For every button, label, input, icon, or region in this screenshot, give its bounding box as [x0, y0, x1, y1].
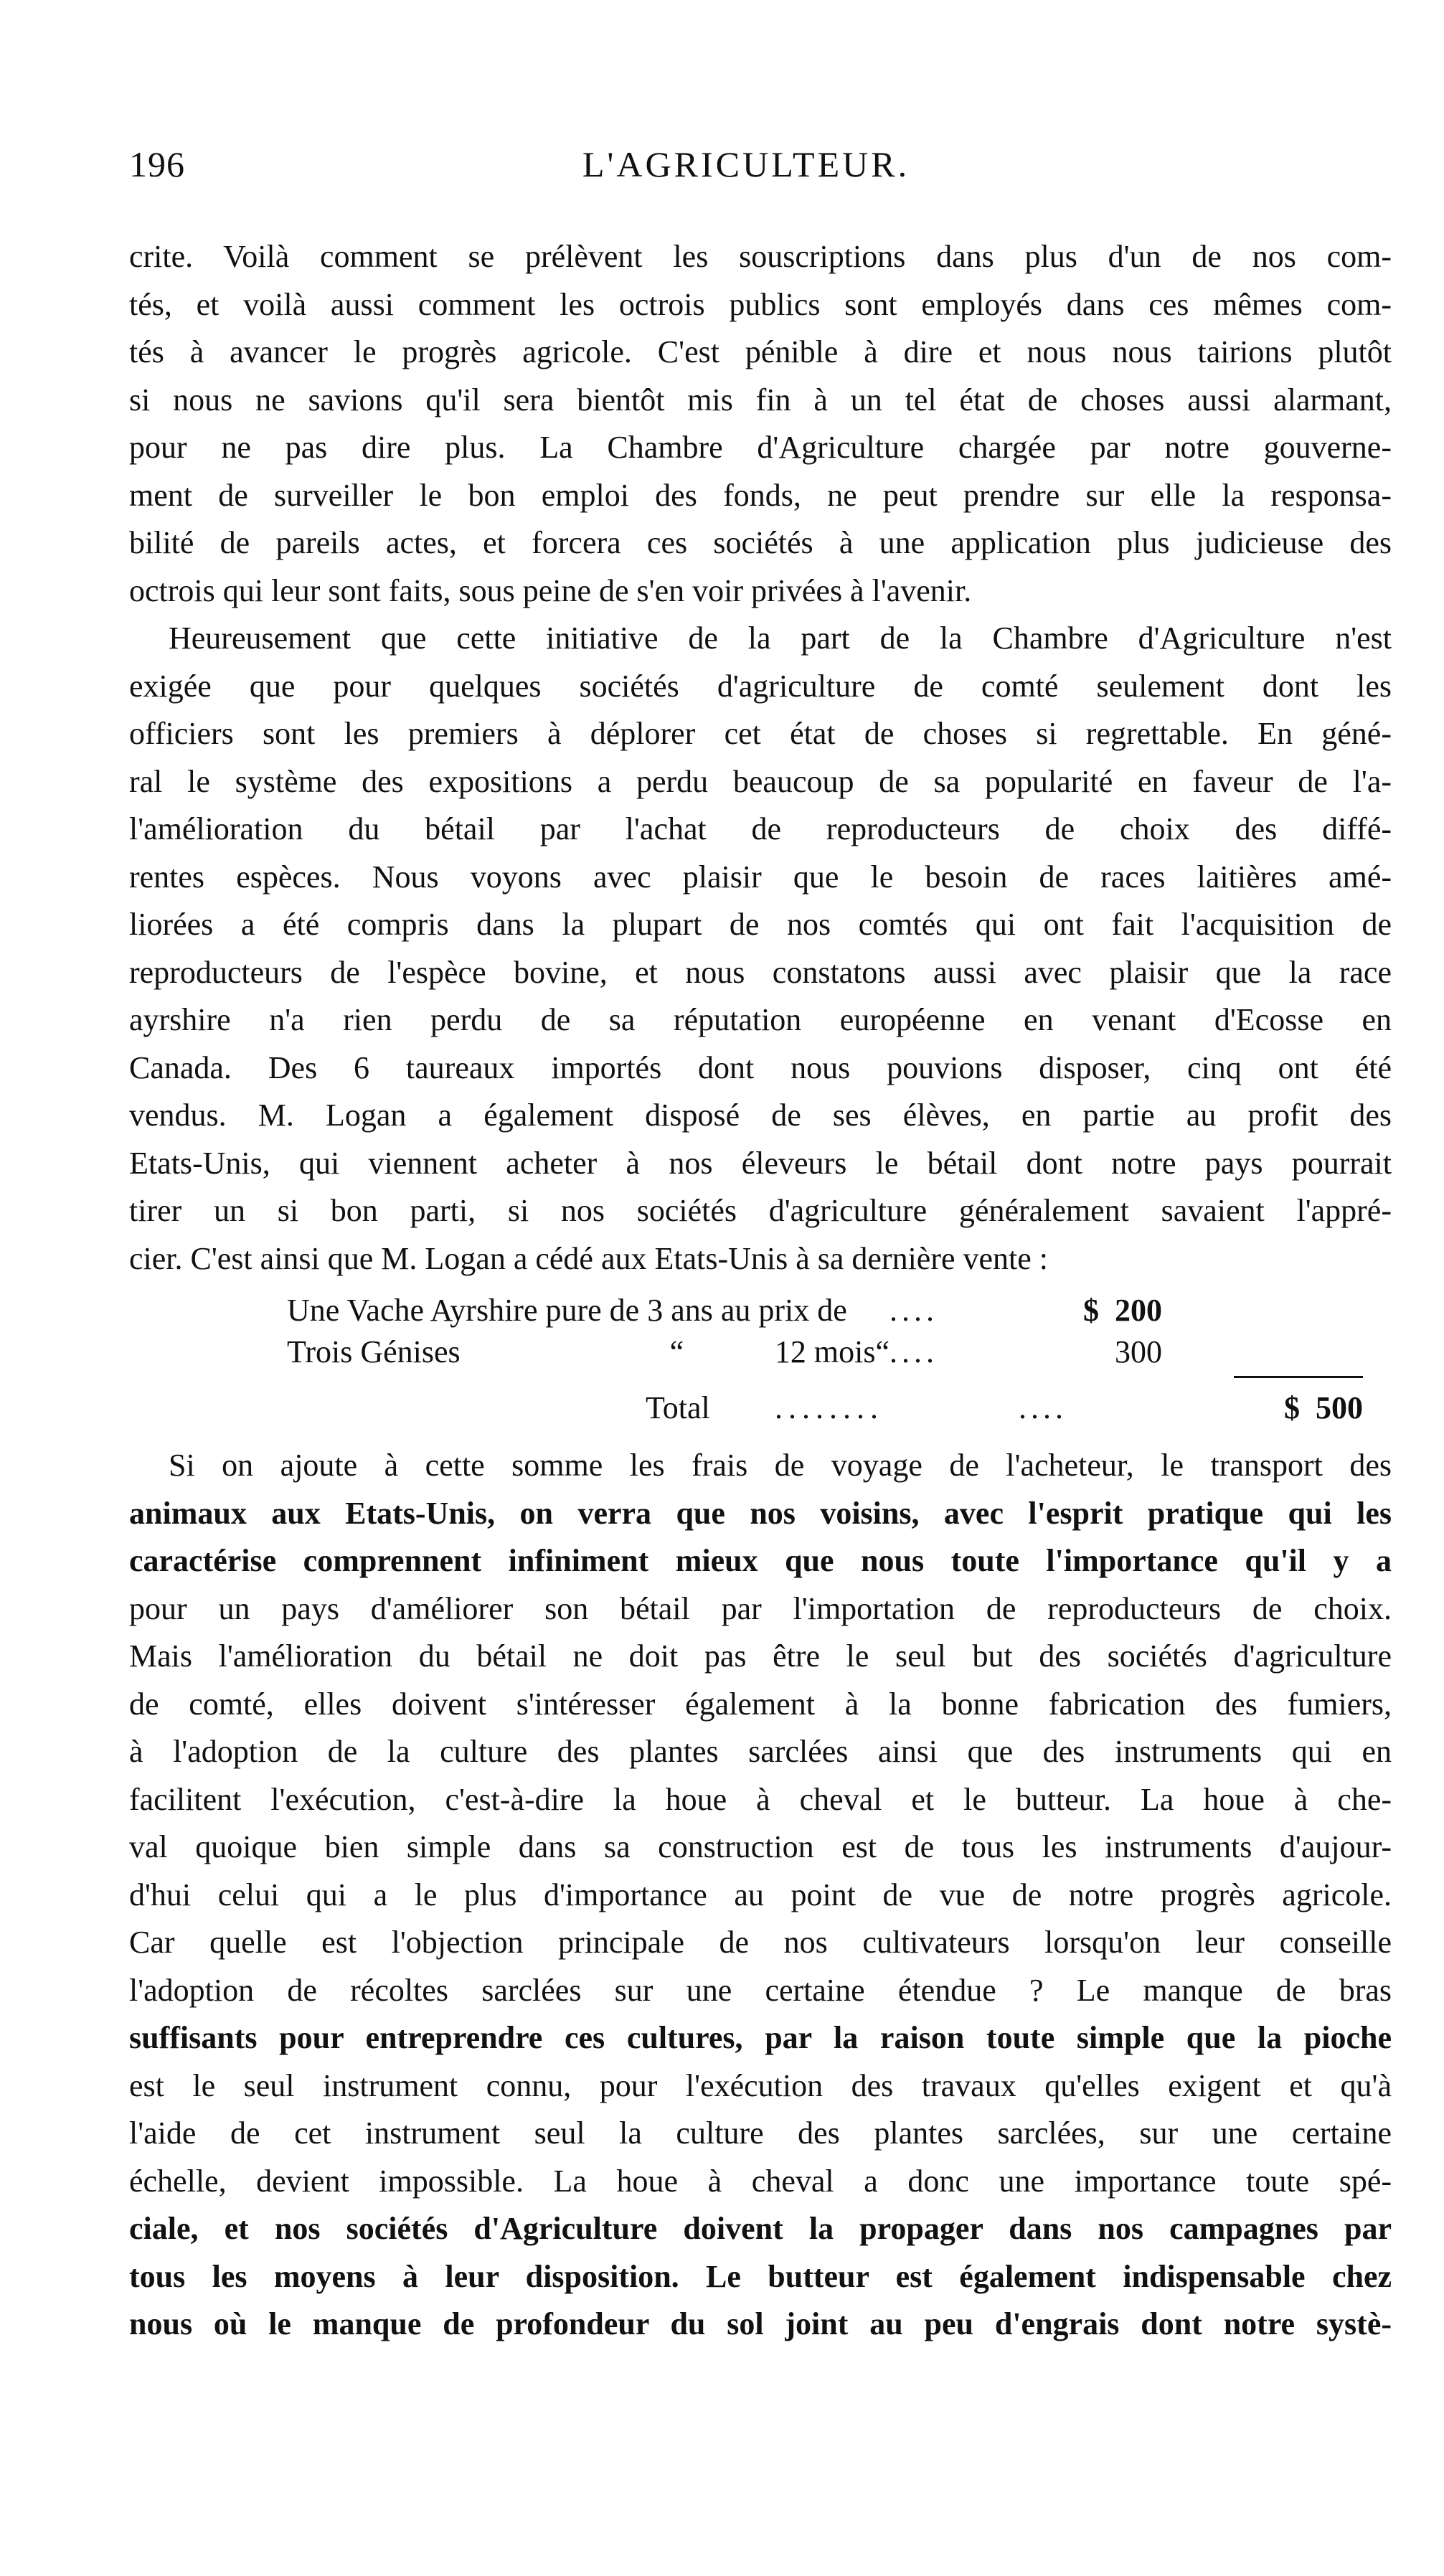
text-line: octrois qui leur sont faits, sous peine de s'en voir privées à l'avenir. — [129, 572, 972, 608]
text-line: animaux aux Etats-Unis, on verra que nos voisins, avec l'esprit pratique qui les — [129, 1495, 1392, 1531]
text-line: Si on ajoute à cette somme les frais de voyage de l'acheteur, le transport des — [169, 1448, 1392, 1483]
text-line: officiers sont les premiers à déplorer cet état de choses si regrettable. En géné- — [129, 716, 1392, 751]
amount-value: 300 — [1115, 1334, 1162, 1369]
text-line: Heureusement que cette initiative de la part de la Chambre d'Agriculture n'est — [169, 621, 1392, 656]
text-line: reproducteurs de l'espèce bovine, et nous constatons aussi avec plaisir que la race — [129, 954, 1392, 990]
text-line: de comté, elles doivent s'intéresser également à la bonne fabrication des fumiers, — [129, 1686, 1392, 1722]
ditto-mark: “ — [875, 1334, 889, 1369]
total-label: Total — [646, 1390, 710, 1425]
leader-dots: ........ — [775, 1390, 884, 1425]
text-line: Mais l'amélioration du bétail ne doit pas être le seul but des sociétés d'agriculture — [129, 1638, 1392, 1674]
text-line: nous où le manque de profondeur du sol joint au peu d'engrais dont notre systè- — [129, 2306, 1392, 2341]
text-line: ment de surveiller le bon emploi des fonds, ne peut prendre sur elle la responsa- — [129, 477, 1392, 513]
paragraph-1 — [129, 233, 1392, 615]
text-line: à l'adoption de la culture des plantes sarclées ainsi que des instruments qui en — [129, 1734, 1392, 1769]
text-line: val quoique bien simple dans sa construction est de tous les instruments d'aujour- — [129, 1829, 1392, 1864]
sale-table — [129, 1287, 1392, 1435]
text-line: d'hui celui qui a le plus d'importance au point de vue de notre progrès agricole. — [129, 1877, 1392, 1912]
text-line: tés à avancer le progrès agricole. C'est pénible à dire et nous nous tairions plutôt — [129, 334, 1392, 369]
page-header — [129, 143, 1363, 201]
text-line: ral le système des expositions a perdu beaucoup de sa popularité en faveur de l'a- — [129, 763, 1392, 799]
row-age: 12 mois — [774, 1334, 876, 1369]
row-amount — [1019, 1287, 1162, 1335]
text-line: Car quelle est l'objection principale de nos cultivateurs lorsqu'on leur conseille — [129, 1925, 1392, 1960]
text-line: tous les moyens à leur disposition. Le butteur est également indispensable chez — [129, 2258, 1392, 2294]
running-head: L'AGRICULTEUR. — [582, 144, 910, 184]
text-line: vendus. M. Logan a également disposé de ses élèves, en partie au profit des — [129, 1098, 1392, 1133]
text-line: ciale, et nos sociétés d'Agriculture doivent la propager dans nos campagnes par — [129, 2211, 1392, 2246]
sum-rule — [129, 1370, 1392, 1384]
row-description: Une Vache Ayrshire pure de 3 ans au prix de — [287, 1293, 847, 1328]
leader-dots: .... — [889, 1293, 938, 1328]
table-row — [129, 1287, 1392, 1329]
currency-symbol: $ — [1083, 1293, 1099, 1328]
text-line: rentes espèces. Nous voyons avec plaisir que le besoin de races laitières amé- — [129, 859, 1392, 895]
row-description: Trois Génises — [287, 1334, 461, 1369]
text-line: suffisants pour entreprendre ces cultures, par la raison toute simple que la pioche — [129, 2020, 1392, 2055]
text-line: l'aide de cet instrument seul la culture des plantes sarclées, sur une certaine — [129, 2115, 1392, 2151]
text-line: l'amélioration du bétail par l'achat de reproducteurs de choix des diffé- — [129, 811, 1392, 846]
text-line: exigée que pour quelques sociétés d'agriculture de comté seulement dont les — [129, 668, 1392, 704]
text-line: Canada. Des 6 taureaux importés dont nous pouvions disposer, cinq ont été — [129, 1049, 1392, 1085]
total-amount — [1112, 1384, 1363, 1433]
amount-value: 500 — [1316, 1390, 1363, 1425]
amount-value: 200 — [1115, 1293, 1162, 1328]
text-line: si nous ne savions qu'il sera bientôt mis fin à un tel état de choses aussi alarmant, — [129, 382, 1392, 417]
paragraph-2 — [129, 615, 1392, 1283]
text-line: tés, et voilà aussi comment les octrois publics sont employés dans ces mêmes com- — [129, 286, 1392, 322]
leader-dots: .... — [1019, 1390, 1067, 1425]
table-row — [129, 1329, 1392, 1370]
text-line: bilité de pareils actes, et forcera ces sociétés à une application plus judicieuse des — [129, 525, 1392, 560]
page-number: 196 — [129, 144, 185, 184]
text-line: pour ne pas dire plus. La Chambre d'Agriculture chargée par notre gouverne- — [129, 430, 1392, 465]
total-row — [129, 1384, 1392, 1435]
text-line: facilitent l'exécution, c'est-à-dire la houe à cheval et le butteur. La houe à che- — [129, 1781, 1392, 1817]
text-line: échelle, devient impossible. La houe à cheval a donc une importance toute spé- — [129, 2163, 1392, 2199]
text-line: est le seul instrument connu, pour l'exécution des travaux qu'elles exigent et qu'à — [129, 2067, 1392, 2103]
text-line: cier. C'est ainsi que M. Logan a cédé aux Etats-Unis à sa dernière vente : — [129, 1240, 1049, 1276]
currency-symbol: $ — [1284, 1390, 1300, 1425]
text-line: pour un pays d'améliorer son bétail par l'importation de reproducteurs de choix. — [129, 1590, 1392, 1626]
body-text — [129, 233, 1392, 2349]
text-line: crite. Voilà comment se prélèvent les souscriptions dans plus d'un de nos com- — [129, 239, 1392, 274]
leader-dots: .... — [889, 1334, 938, 1369]
paragraph-3 — [129, 1442, 1392, 2349]
text-line: liorées a été compris dans la plupart de nos comtés qui ont fait l'acquisition de — [129, 907, 1392, 942]
text-line: ayrshire n'a rien perdu de sa réputation européenne en venant d'Ecosse en — [129, 1002, 1392, 1037]
text-line: Etats-Unis, qui viennent acheter à nos éleveurs le bétail dont notre pays pourrait — [129, 1145, 1392, 1181]
row-description-group — [129, 1329, 889, 1377]
text-line: caractérise comprennent infiniment mieux que nous toute l'importance qu'il y a — [129, 1543, 1392, 1578]
text-line: l'adoption de récoltes sarclées sur une certaine étendue ? Le manque de bras — [129, 1972, 1392, 2008]
text-line: tirer un si bon parti, si nos sociétés d'agriculture généralement savaient l'appré- — [129, 1193, 1392, 1228]
ditto-mark: “ — [669, 1334, 684, 1369]
